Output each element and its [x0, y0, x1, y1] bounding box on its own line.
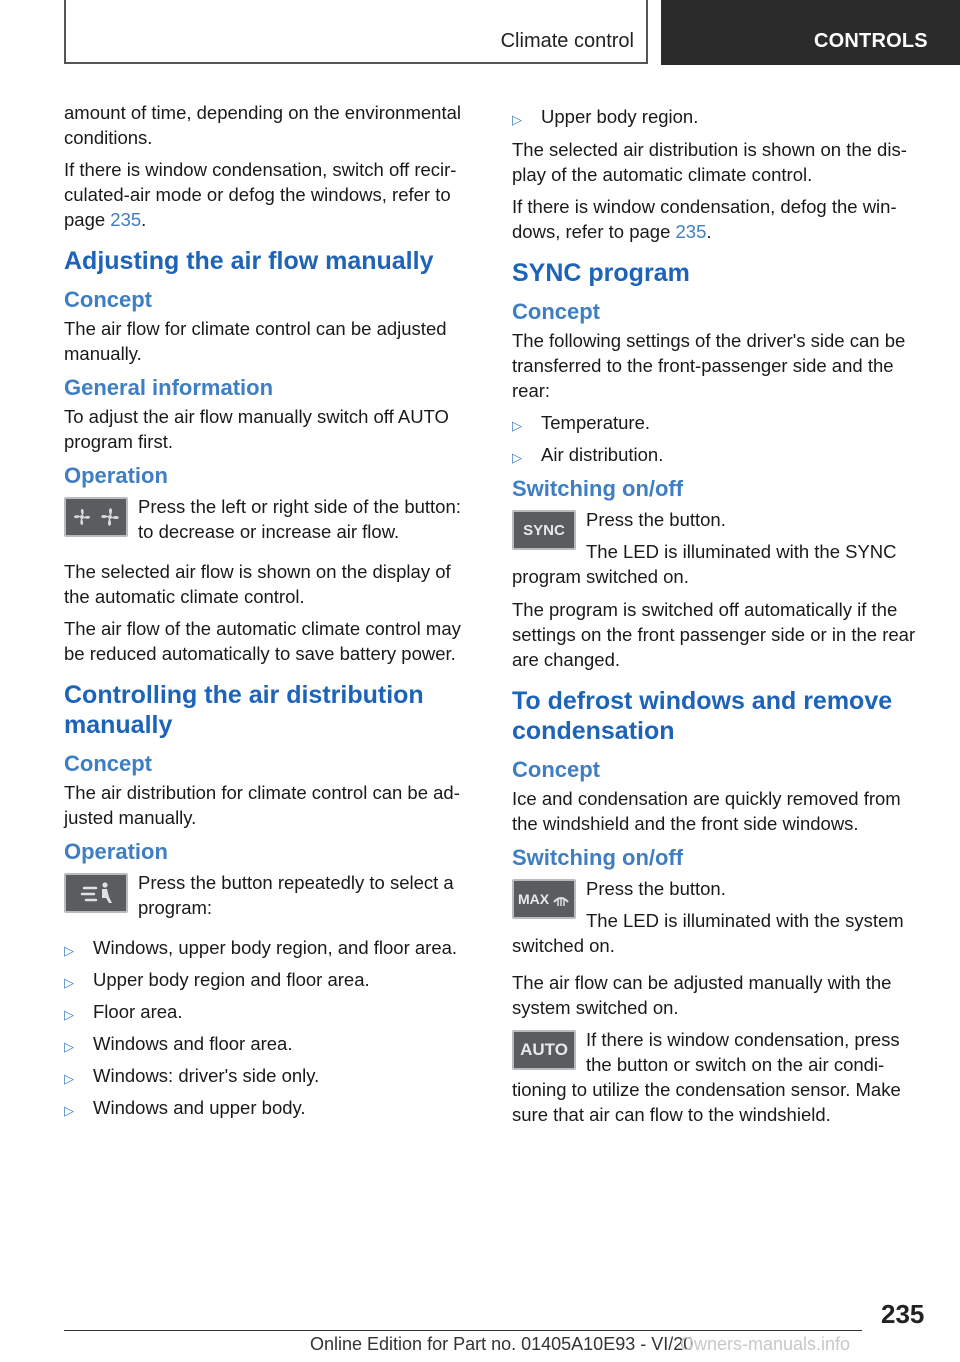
- list-item: ▷ Windows: driver's side only.: [64, 1063, 480, 1088]
- windshield-defrost-icon: [552, 890, 570, 908]
- sync-list: [512, 410, 924, 467]
- paragraph: The program is switched off automatically if the settings on the front passenger side or in the rear are changed.: [512, 599, 916, 670]
- list-item: ▷ Upper body region.: [512, 104, 924, 129]
- fan-button-image: [64, 497, 128, 537]
- paragraph: Press the button.: [586, 878, 726, 899]
- footer-watermark: Owners-manuals.info: [680, 1334, 851, 1354]
- auto-button-image: [512, 1030, 576, 1070]
- auto-button-label: AUTO: [520, 1040, 568, 1059]
- paragraph: To adjust the air flow manually switch off AUTO program first.: [64, 406, 449, 452]
- header-section-box: [64, 0, 648, 64]
- paragraph: The air flow of the automatic climate control may be reduced automatically to save battery power.: [64, 618, 461, 664]
- page-link[interactable]: 235: [675, 221, 707, 242]
- list-item: ▷ Air distribution.: [512, 442, 924, 467]
- triangle-bullet-icon: ▷: [64, 1103, 74, 1118]
- heading-concept: Concept: [64, 287, 152, 312]
- paragraph: The following settings of the driver's side can be transferred to the front-passenger side and the rear:: [512, 330, 906, 401]
- paragraph: The air flow for climate control can be adjusted manually.: [64, 318, 447, 364]
- auto-button-row: [512, 1027, 924, 1127]
- header-chapter-title: CONTROLS: [814, 30, 928, 52]
- paragraph: The air distribution for climate control can be ad‐justed manually.: [64, 782, 460, 828]
- page-link[interactable]: 235: [110, 209, 142, 230]
- heading-concept: Concept: [512, 757, 600, 782]
- heading-general-information: General information: [64, 375, 274, 400]
- max-button-label: MAX: [517, 891, 550, 907]
- heading-switching-on-off: Switching on/off: [512, 845, 684, 870]
- heading-switching-on-off: Switching on/off: [512, 476, 684, 501]
- paragraph: The LED is illuminated with the system switched on.: [512, 910, 904, 956]
- paragraph: amount of time, depending on the environmental conditions.: [64, 102, 461, 148]
- list-item: ▷ Windows and floor area.: [64, 1031, 480, 1056]
- list-item: ▷ Windows, upper body region, and floor area.: [64, 935, 480, 960]
- triangle-bullet-icon: ▷: [512, 418, 522, 433]
- list-item: ▷ Windows and upper body.: [64, 1095, 480, 1120]
- header-chapter-box: [661, 0, 960, 65]
- triangle-bullet-icon: ▷: [512, 112, 522, 127]
- paragraph: If there is window condensation, switch off recir‐culated-air mode or defog the windows, refer to page 235.: [64, 159, 457, 230]
- paragraph: The air flow can be adjusted manually with the system switched on.: [512, 972, 892, 1018]
- right-column: [512, 100, 924, 1135]
- paragraph: Ice and condensation are quickly removed from the windshield and the front side windows.: [512, 788, 901, 834]
- heading-defrost: To defrost windows and remove condensation: [512, 687, 893, 745]
- heading-airflow: Adjusting the air flow manually: [64, 247, 434, 275]
- triangle-bullet-icon: ▷: [64, 1007, 74, 1022]
- footer-divider: [64, 1330, 862, 1331]
- max-defrost-button-image: [512, 879, 576, 919]
- paragraph: The selected air distribution is shown on the dis‐play of the automatic climate control.: [512, 139, 907, 185]
- page-number: 235: [881, 1299, 925, 1329]
- sync-button-image: [512, 510, 576, 550]
- footer-edition: Online Edition for Part no. 01405A10E93 - VI/20: [310, 1334, 694, 1354]
- sync-button-row: [512, 507, 924, 589]
- air-distribution-icon: [76, 879, 116, 907]
- heading-operation: Operation: [64, 463, 168, 488]
- triangle-bullet-icon: ▷: [64, 943, 74, 958]
- heading-air-distribution: Controlling the air distribution manually: [64, 681, 424, 739]
- paragraph: The selected air flow is shown on the display of the automatic climate control.: [64, 561, 451, 607]
- program-list: [64, 935, 480, 1120]
- header-section-title: Climate control: [500, 30, 634, 52]
- sync-button-label: SYNC: [523, 521, 565, 539]
- left-column: [64, 100, 480, 1128]
- max-button-row: [512, 876, 924, 958]
- heading-sync-program: SYNC program: [512, 259, 690, 287]
- heading-operation: Operation: [64, 839, 168, 864]
- triangle-bullet-icon: ▷: [512, 450, 522, 465]
- list-item: ▷ Temperature.: [512, 410, 924, 435]
- list-item: ▷ Upper body region and floor area.: [64, 967, 480, 992]
- triangle-bullet-icon: ▷: [64, 1071, 74, 1086]
- paragraph: If there is window condensation, press the button or switch on the air condi‐tioning to utilize the condensation sensor. Make sure that air can flow to the windshield.: [512, 1029, 901, 1125]
- heading-concept: Concept: [64, 751, 152, 776]
- list-item: ▷ Floor area.: [64, 999, 480, 1024]
- fan-button-row: [64, 494, 480, 551]
- program-list-continued: [512, 104, 924, 129]
- air-distribution-button-image: [64, 873, 128, 913]
- triangle-bullet-icon: ▷: [64, 1039, 74, 1054]
- paragraph: Press the left or right side of the button: to decrease or increase air flow.: [138, 496, 461, 542]
- distribution-button-row: [64, 870, 480, 927]
- fan-icon: [68, 501, 124, 533]
- triangle-bullet-icon: ▷: [64, 975, 74, 990]
- paragraph: The LED is illuminated with the SYNC program switched on.: [512, 541, 897, 587]
- paragraph: Press the button.: [586, 509, 726, 530]
- heading-concept: Concept: [512, 299, 600, 324]
- paragraph: Press the button repeatedly to select a program:: [138, 872, 454, 918]
- paragraph: If there is window condensation, defog the win‐dows, refer to page 235.: [512, 196, 897, 242]
